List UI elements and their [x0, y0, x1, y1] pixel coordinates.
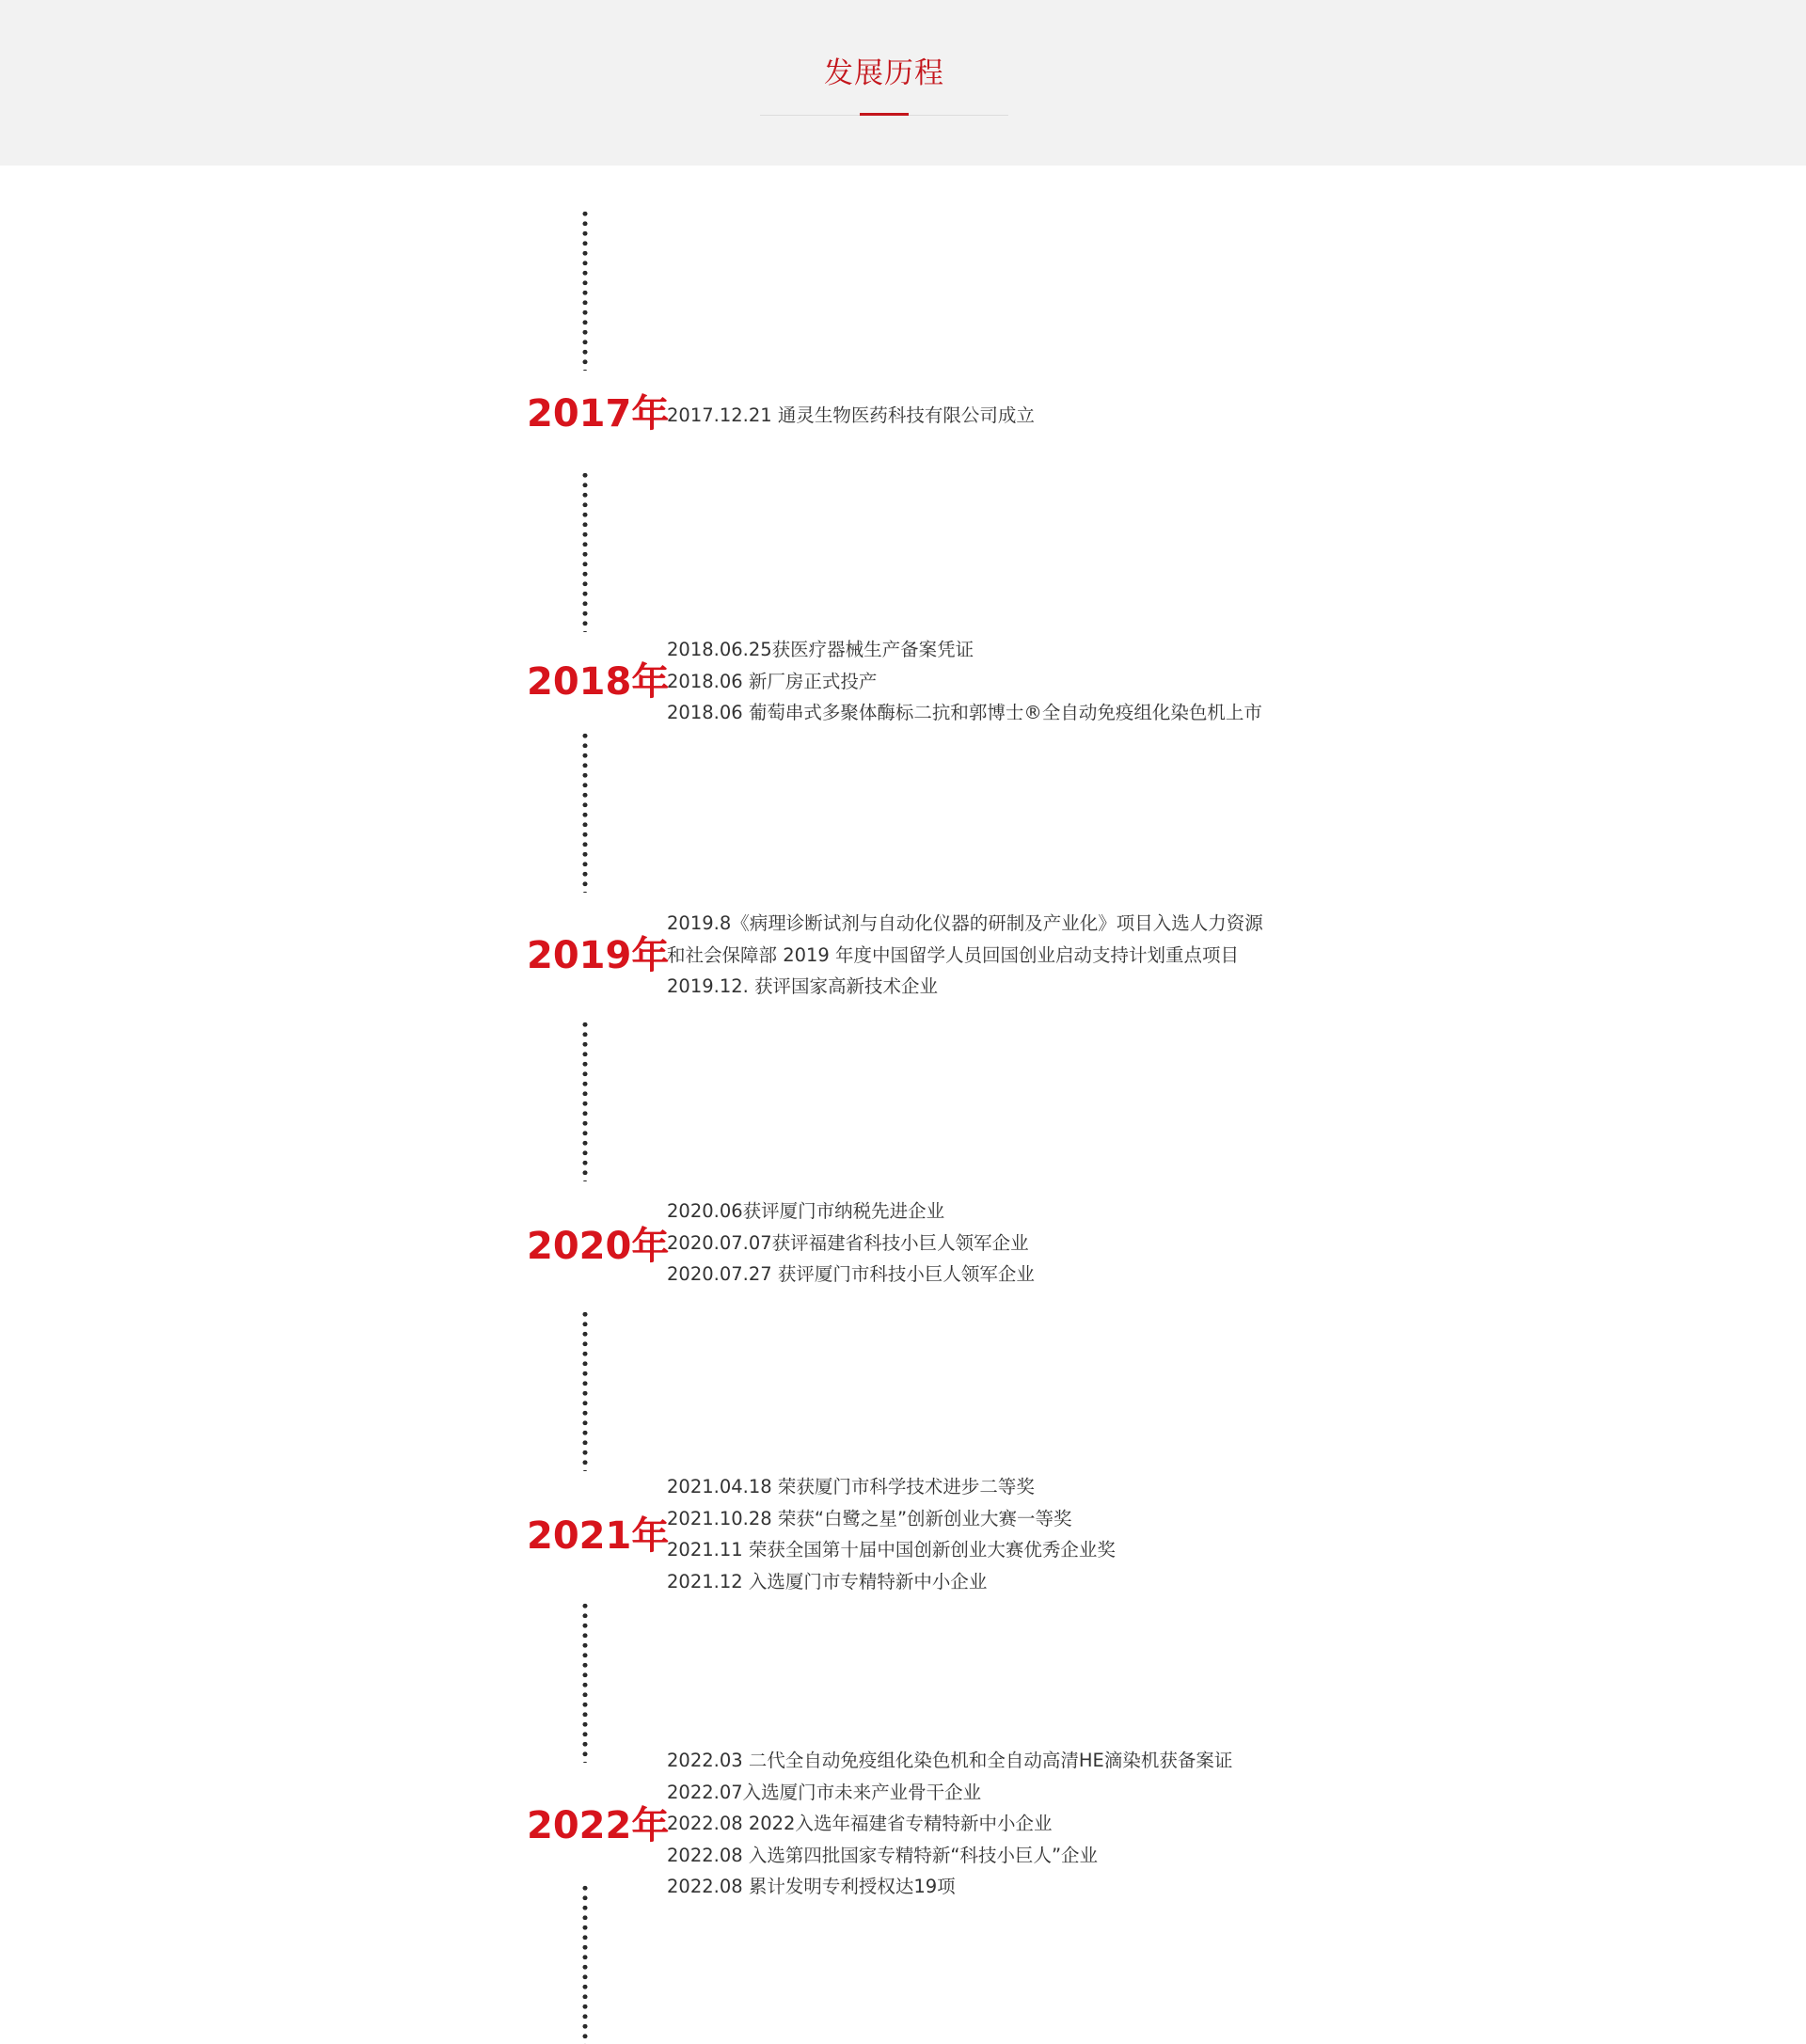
timeline-connector — [582, 1020, 588, 1181]
event-item: 2021.12 入选厦门市专精特新中小企业 — [667, 1570, 988, 1592]
year-label: 2021年 — [527, 1514, 670, 1558]
event-item: 2022.07入选厦门市未来产业骨干企业 — [667, 1781, 982, 1803]
event-item: 2019.12. 获评国家高新技术企业 — [667, 975, 939, 997]
event-item: 2021.04.18 荣获厦门市科学技术进步二等奖 — [667, 1476, 1035, 1497]
event-list — [667, 634, 1325, 729]
event-item: 2019.8《病理诊断试剂与自动化仪器的研制及产业化》项目入选人力资源 — [667, 912, 1263, 934]
year-label: 2017年 — [527, 392, 670, 436]
event-item: 和社会保障部 2019 年度中国留学人员回国创业启动支持计划重点项目 — [667, 943, 1240, 966]
event-item: 2020.07.27 获评厦门市科技小巨人领军企业 — [667, 1263, 1035, 1285]
timeline-connector — [582, 1883, 588, 2044]
event-item: 2022.08 2022入选年福建省专精特新中小企业 — [667, 1813, 1053, 1834]
year-label: 2022年 — [527, 1804, 670, 1847]
timeline-connector — [582, 731, 588, 893]
year-label: 2019年 — [527, 934, 670, 977]
event-list — [667, 400, 1325, 432]
event-item: 2020.07.07获评福建省科技小巨人领军企业 — [667, 1231, 1029, 1254]
event-list — [667, 908, 1325, 1003]
page-title: 发展历程 — [824, 56, 944, 90]
event-item: 2018.06.25获医疗器械生产备案凭证 — [667, 639, 974, 660]
event-list — [667, 1196, 1325, 1291]
event-item: 2021.11 荣获全国第十届中国创新创业大赛优秀企业奖 — [667, 1539, 1116, 1561]
timeline-connector — [582, 209, 588, 371]
year-label: 2020年 — [527, 1225, 670, 1268]
event-item: 2022.03 二代全自动免疫组化染色机和全自动高清HE滴染机获备案证 — [667, 1750, 1233, 1771]
event-item: 2020.06获评厦门市纳税先进企业 — [667, 1200, 945, 1222]
event-item: 2022.08 累计发明专利授权达19项 — [667, 1876, 956, 1897]
title-accent-bar — [860, 113, 909, 116]
timeline-connector — [582, 1601, 588, 1763]
timeline-connector — [582, 470, 588, 632]
year-label: 2018年 — [527, 660, 670, 704]
event-list — [667, 1745, 1325, 1903]
event-item: 2018.06 葡萄串式多聚体酶标二抗和郭博士®全自动免疫组化染色机上市 — [667, 702, 1262, 723]
event-item: 2022.08 入选第四批国家专精特新“科技小巨人”企业 — [667, 1844, 1099, 1866]
timeline-connector — [582, 1309, 588, 1471]
event-item: 2021.10.28 荣获“白鹭之星”创新创业大赛一等奖 — [667, 1507, 1072, 1529]
page-header — [0, 0, 1806, 166]
event-item: 2018.06 新厂房正式投产 — [667, 670, 878, 692]
event-item: 2017.12.21 通灵生物医药科技有限公司成立 — [667, 404, 1035, 426]
event-list — [667, 1471, 1325, 1597]
